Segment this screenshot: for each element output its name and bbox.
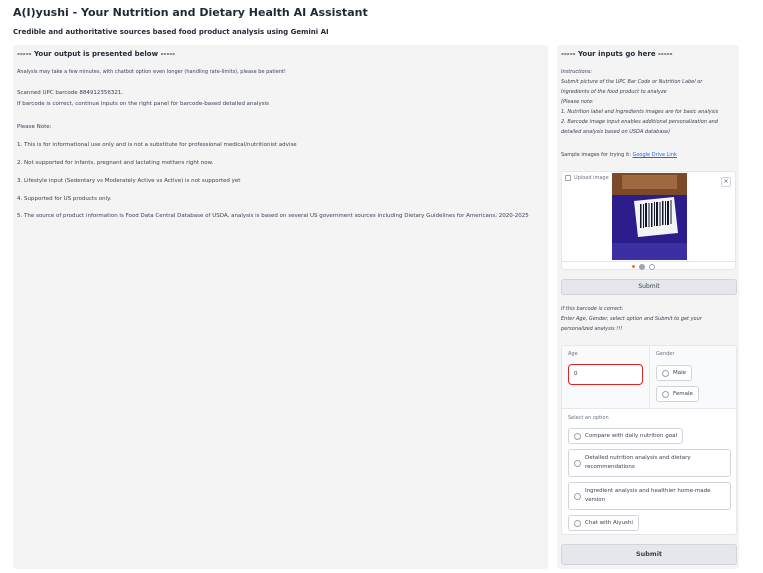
- gender-option-male[interactable]: [656, 365, 692, 381]
- wait-note: Analysis may take a few minutes, with chatbot option even longer (handling rate-limits), please be patient!: [17, 69, 286, 75]
- age-input[interactable]: 0: [568, 364, 643, 385]
- app-subtitle: Credible and authoritative sources based food product analysis using Gemini AI: [13, 28, 329, 36]
- analysis-option-section: [562, 409, 736, 534]
- sample-images-prefix: Sample images for trying it:: [561, 152, 633, 158]
- pager-dot[interactable]: [632, 265, 635, 268]
- radio-icon: [662, 370, 669, 377]
- submit-image-button[interactable]: Submit: [561, 279, 737, 295]
- option-ingredient-analysis[interactable]: [568, 482, 731, 510]
- google-drive-link[interactable]: Google Drive Link: [632, 152, 677, 158]
- gender-option-label: Male: [673, 370, 687, 376]
- note-item: 1. This is for informational use only and is not a substitute for professional medical/nutritionist advise: [17, 142, 297, 148]
- note-item: 4. Supported for US products only.: [17, 196, 112, 202]
- gender-section: [650, 346, 736, 409]
- instructions: [561, 67, 737, 137]
- note-line: personalized analysis !!!: [561, 326, 623, 332]
- image-icon: [565, 175, 571, 181]
- instructions-line: Instructions:: [561, 69, 593, 75]
- instructions-line: 1. Nutrition label and Ingredients images are for basic analysis: [561, 109, 719, 115]
- age-label: Age: [568, 351, 578, 357]
- instructions-line: 2. Barcode image input enables additional personalization and: [561, 119, 718, 125]
- radio-icon: [574, 433, 581, 440]
- app-title: A(I)yushi - Your Nutrition and Dietary Health AI Assistant: [13, 6, 368, 19]
- output-heading: ----- Your output is presented below -----: [17, 50, 176, 58]
- option-text: Detailed nutrition analysis and dietary recommendations: [585, 455, 691, 470]
- scanned-barcode-text: Scanned UPC barcode 884912356321.: [17, 90, 124, 96]
- image-pager: [632, 264, 655, 270]
- sample-images-text: [561, 152, 677, 158]
- option-compare-daily-goal[interactable]: [568, 428, 683, 444]
- input-heading: ----- Your inputs go here -----: [561, 50, 673, 58]
- gender-label: Gender: [656, 351, 675, 357]
- note-item: 3. Lifestyle input (Sedentary vs Moderately Active vs Active) is not supported yet: [17, 178, 241, 184]
- note-item: 5. The source of product information is Food Data Central Database of USDA, analysis is based on several US government sources including Dietary Guidelines for Americans, 2020-2025: [17, 213, 529, 219]
- option-text: Chat with Aiyushi: [585, 520, 633, 526]
- output-panel: [13, 45, 548, 569]
- radio-icon: [574, 493, 581, 500]
- upload-label-text: Upload image: [574, 175, 609, 181]
- note-line: If this barcode is correct:: [561, 306, 624, 312]
- option-text: Compare with daily nutrition goal: [585, 433, 677, 439]
- age-section: [562, 346, 650, 409]
- instructions-line: Submit picture of the UPC Bar Code or Nutrition Label or: [561, 79, 703, 85]
- gender-option-female[interactable]: [656, 386, 699, 402]
- input-panel: [557, 45, 739, 569]
- radio-icon: [662, 391, 669, 398]
- gender-option-label: Female: [673, 391, 693, 397]
- personalization-form: [561, 345, 737, 535]
- submit-analysis-button[interactable]: Submit: [561, 544, 737, 565]
- radio-icon: [574, 520, 581, 527]
- close-icon[interactable]: ×: [721, 177, 731, 187]
- option-text: Ingredient analysis and healthier home-made version: [585, 488, 711, 503]
- upload-label: [565, 175, 609, 181]
- barcode-ok-text: If barcode is correct, continue inputs on the right panel for barcode-based detailed analysis: [17, 101, 269, 107]
- upload-divider: [562, 261, 735, 262]
- option-chat[interactable]: [568, 515, 639, 531]
- pager-dot[interactable]: [649, 264, 655, 270]
- option-detailed-analysis[interactable]: [568, 449, 731, 477]
- radio-icon: [574, 460, 581, 467]
- note-item: 2. Not supported for infants, pregnant and lactating mothers right now.: [17, 160, 214, 166]
- instructions-line: detailed analysis based on USDA database): [561, 129, 671, 135]
- instructions-line: (Please note:: [561, 99, 594, 105]
- image-upload[interactable]: [561, 171, 736, 270]
- option-label: Select an option: [568, 415, 609, 421]
- note-line: Enter Age, Gender, select option and Submit to get your: [561, 316, 702, 322]
- instructions-line: Ingredients of the food product to analyze: [561, 89, 667, 95]
- uploaded-barcode-image: [612, 173, 687, 260]
- pager-dot[interactable]: [639, 264, 645, 270]
- please-note-label: Please Note:: [17, 124, 52, 130]
- barcode-correct-note: [561, 304, 737, 334]
